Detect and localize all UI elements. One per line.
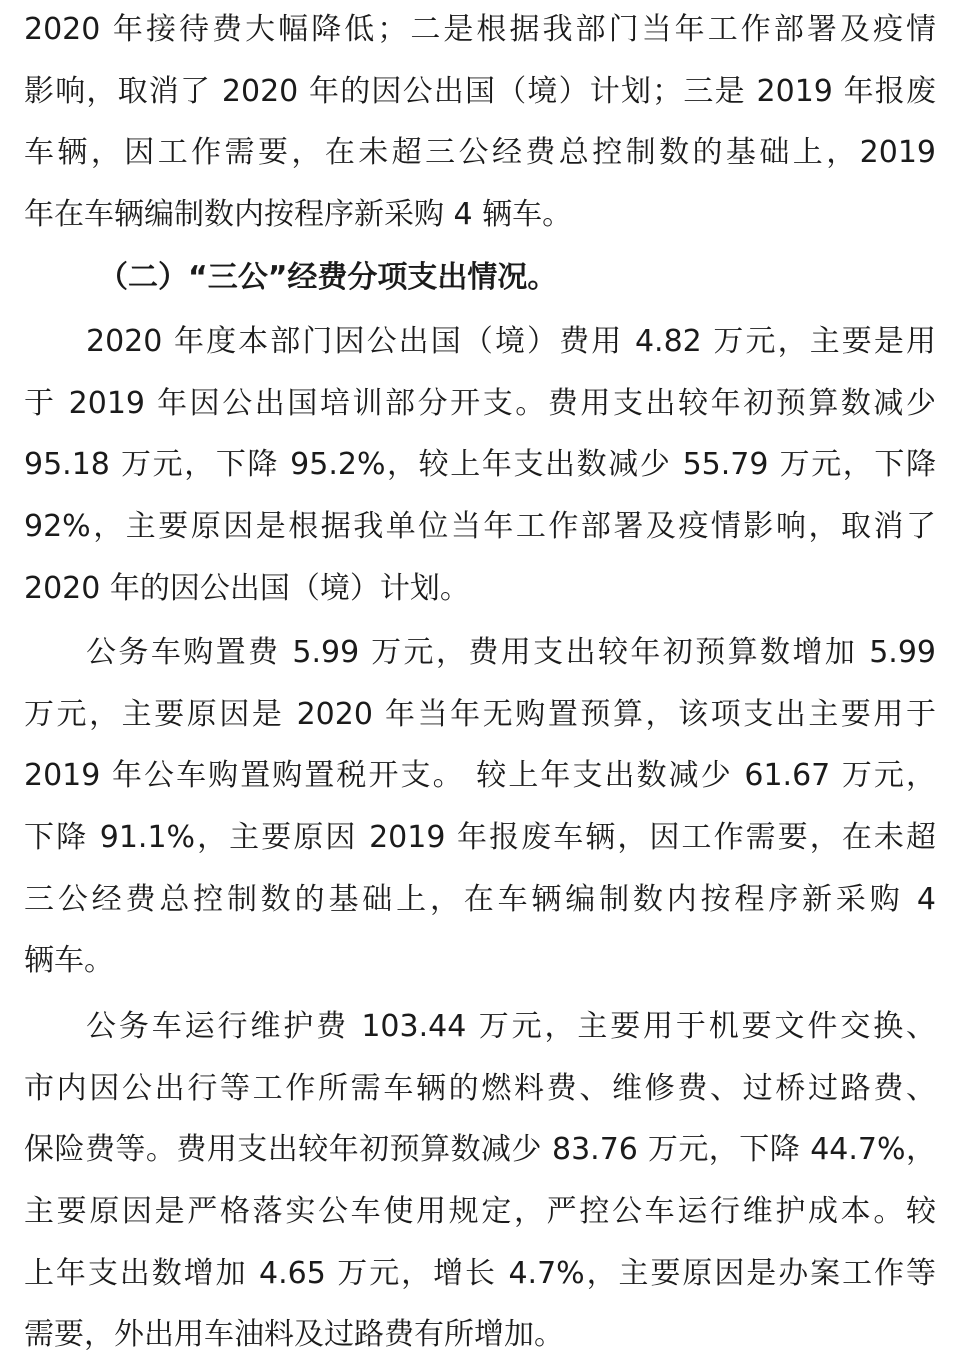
text-line: 上年支出数增加 4.65 万元，增长 4.7%，主要原因是办案工作等 [24, 1255, 936, 1291]
paragraph-continued [24, 0, 936, 246]
heading-text: （二）“三公”经费分项支出情况。 [98, 260, 558, 295]
paragraph-vehicle-purchase [24, 622, 936, 992]
text-line: 车辆，因工作需要，在未超三公经费总控制数的基础上，2019 [24, 135, 936, 171]
text-line: 主要原因是严格落实公车使用规定，严控公车运行维护成本。较 [24, 1194, 936, 1230]
text-line: 辆车。 [24, 943, 114, 979]
text-line: 2020 年接待费大幅降低；二是根据我部门当年工作部署及疫情 [24, 12, 936, 47]
section-heading [24, 247, 936, 309]
text-line: 92%，主要原因是根据我单位当年工作部署及疫情影响，取消了 [24, 509, 936, 545]
text-line: 万元，主要原因是 2020 年当年无购置预算，该项支出主要用于 [24, 696, 936, 732]
paragraph-vehicle-maintenance [24, 996, 936, 1366]
text-line: 公务车购置费 5.99 万元，费用支出较年初预算数增加 5.99 [86, 635, 936, 670]
text-line: 下降 91.1%，主要原因 2019 年报废车辆，因工作需要，在未超 [24, 820, 936, 856]
text-line: 年在车辆编制数内按程序新采购 4 辆车。 [24, 197, 573, 233]
text-line: 影响，取消了 2020 年的因公出国（境）计划；三是 2019 年报废 [24, 73, 936, 109]
text-line: 2020 年度本部门因公出国（境）费用 4.82 万元，主要是用 [86, 324, 936, 359]
text-line: 市内因公出行等工作所需车辆的燃料费、维修费、过桥过路费、 [24, 1070, 936, 1106]
text-line: 需要，外出用车油料及过路费有所增加。 [24, 1317, 564, 1353]
paragraph-travel-abroad [24, 311, 936, 619]
text-line: 2020 年的因公出国（境）计划。 [24, 570, 470, 606]
text-line: 保险费等。费用支出较年初预算数减少 83.76 万元，下降 44.7%， [24, 1132, 936, 1168]
text-line: 于 2019 年因公出国培训部分开支。费用支出较年初预算数减少 [24, 385, 936, 421]
text-line: 三公经费总控制数的基础上，在车辆编制数内按程序新采购 4 [24, 881, 936, 917]
text-line: 公务车运行维护费 103.44 万元，主要用于机要文件交换、 [86, 1009, 936, 1044]
text-line: 95.18 万元，下降 95.2%，较上年支出数减少 55.79 万元，下降 [24, 447, 936, 483]
text-line: 2019 年公车购置购置税开支。 较上年支出数减少 61.67 万元， [24, 758, 936, 794]
